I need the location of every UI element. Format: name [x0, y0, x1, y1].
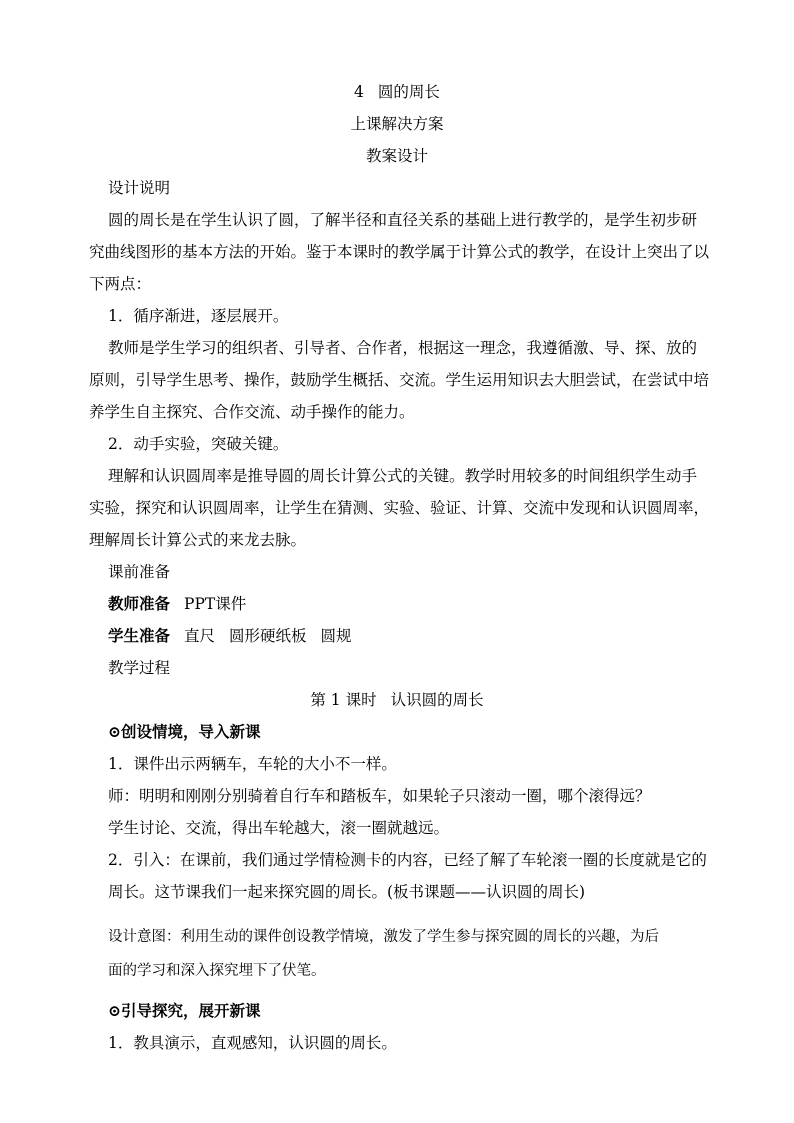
teacher-prep-label: 教师准备 — [108, 594, 171, 613]
paragraph-line: 原则，引导学生思考、操作，鼓励学生概括、交流。学生运用知识去大胆尝试，在尝试中培 — [89, 371, 710, 389]
lesson-title — [0, 82, 794, 102]
step-line: 1．教具演示，直观感知，认识圆的周长。 — [108, 1034, 397, 1052]
point-1-title: 1．循序渐进，逐层展开。 — [108, 307, 289, 325]
step-line: 周长。这节课我们一起来探究圆的周长。(板书课题——认识圆的周长) — [108, 883, 586, 901]
student-prep-item: 直尺 — [184, 627, 216, 645]
lesson-title-text: 圆的周长 — [377, 83, 440, 101]
student-prep-item: 圆形硬纸板 — [229, 627, 307, 645]
paragraph-line: 理解和认识圆周率是推导圆的周长计算公式的关键。教学时用较多的时间组织学生动手 — [108, 467, 698, 485]
paragraph-line: 究曲线图形的基本方法的开始。鉴于本课时的教学属于计算公式的教学，在设计上突出了以 — [89, 243, 710, 261]
paragraph-line: 圆的周长是在学生认识了圆，了解半径和直径关系的基础上进行教学的，是学生初步研 — [108, 211, 698, 229]
step-line: 师：明明和刚刚分别骑着自行车和踏板车，如果轮子只滚动一圈，哪个滚得远？ — [108, 787, 651, 805]
subtitle: 上课解决方案 — [350, 115, 444, 133]
step-line: 学生讨论、交流，得出车轮越大，滚一圈就越远。 — [108, 819, 450, 837]
period-label: 第 1 课时 — [310, 691, 377, 709]
design-intent-line: 面的学习和深入探究埋下了伏笔。 — [108, 963, 326, 979]
step-line: 1．课件出示两辆车，车轮的大小不一样。 — [108, 755, 397, 773]
student-prep-item: 圆规 — [320, 627, 352, 645]
part-2-title: ⊙引导探究，展开新课 — [108, 1001, 261, 1020]
section-title: 教案设计 — [365, 147, 428, 165]
step-line: 2．引入：在课前，我们通过学情检测卡的内容，已经了解了车轮滚一圈的长度就是它的 — [108, 851, 707, 869]
teacher-prep-items: PPT课件 — [184, 595, 247, 613]
preparation-heading: 课前准备 — [108, 563, 171, 581]
period-title — [0, 690, 794, 710]
student-prep-line — [108, 626, 352, 646]
teacher-prep-line — [108, 594, 246, 614]
paragraph-line: 理解周长计算公式的来龙去脉。 — [89, 531, 307, 549]
paragraph-line: 教师是学生学习的组织者、引导者、合作者，根据这一理念，我遵循激、导、探、放的 — [108, 339, 698, 357]
point-2-title: 2．动手实验，突破关键。 — [108, 435, 289, 453]
design-intent-line: 设计意图：利用生动的课件创设教学情境，激发了学生参与探究圆的周长的兴趣，为后 — [108, 929, 659, 945]
period-title-text: 认识圆的周长 — [390, 691, 484, 709]
paragraph-line: 下两点： — [89, 275, 152, 293]
design-notes-heading: 设计说明 — [108, 179, 171, 197]
student-prep-label: 学生准备 — [108, 626, 171, 645]
process-heading: 教学过程 — [108, 659, 171, 677]
paragraph-line: 实验，探究和认识圆周率，让学生在猜测、实验、验证、计算、交流中发现和认识圆周率， — [89, 499, 710, 517]
lesson-number: 4 — [354, 83, 364, 101]
part-1-title: ⊙创设情境，导入新课 — [108, 722, 261, 741]
paragraph-line: 养学生自主探究、合作交流、动手操作的能力。 — [89, 403, 415, 421]
